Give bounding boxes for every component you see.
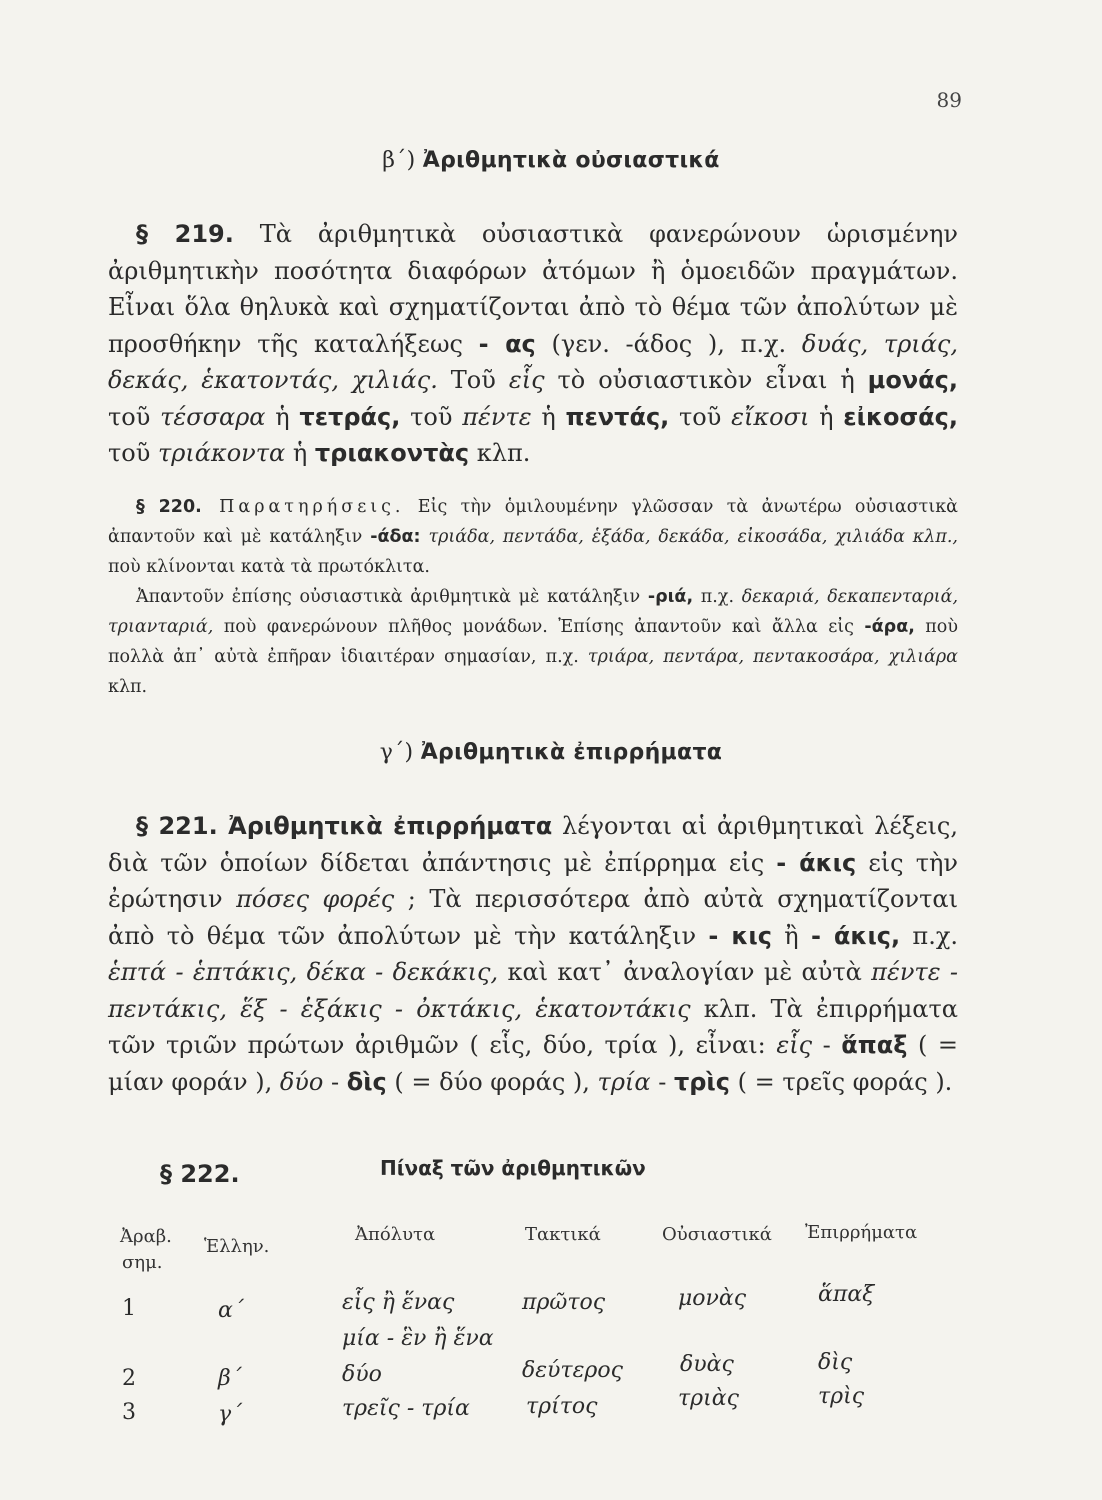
table-cell-noun: μονὰς (678, 1286, 747, 1311)
section-heading-b (0, 148, 1102, 173)
table-cell-cardinal: εἷς ἢ ἕνας (342, 1290, 455, 1315)
header-arab-abbrev: σημ. (122, 1252, 163, 1273)
table-cell-ordinal: πρῶτος (522, 1290, 606, 1315)
table-cell-adverb: ἅπαξ (818, 1282, 875, 1307)
table-cell-adverb: δὶς (818, 1350, 853, 1375)
header-adverb: Ἐπιρρήματα (805, 1222, 918, 1243)
heading-title: Ἀριθμητικὰ οὐσιαστικά (422, 148, 720, 173)
section-number: § 219. (136, 220, 234, 248)
remarks-label: Παρατηρήσεις. (201, 497, 405, 517)
section-number: § 221. (136, 812, 218, 840)
header-cardinal: Ἀπόλυτα (355, 1224, 436, 1245)
header-noun: Οὐσιαστικά (662, 1224, 772, 1245)
paragraph-221: § 221. Ἀριθμητικὰ ἐπιρρήματα λέγονται αἱ ἀριθμητικαὶ λέξεις, διὰ τῶν ὁποίων δίδεται ἀπάντησις μὲ ἐπίρρημα εἰς - άκις εἰς τὴν ἐρώτησιν πόσες φορές ; Τὰ περισσότερα ἀπὸ αὐτὰ σχηματίζονται ἀπὸ τὸ θέμα τῶν ἀπολύτων μὲ τὴν κατάληξιν - κις ἢ - άκις, π.χ. ἑπτά - ἑπτάκις, δέκα - δεκάκις, καὶ κατ᾿ ἀναλογίαν μὲ αὐτὰ πέντε - πεντάκις, ἕξ - ἑξάκις - ὀκτάκις, ἑκατοντάκις κλπ. Τὰ ἐπιρρήματα τῶν τριῶν πρώτων ἀριθμῶν ( εἷς, δύο, τρία ), εἶναι: εἷς - ἅπαξ ( = μίαν φοράν ), δύο - δὶς ( = δύο φοράς ), τρία - τρὶς ( = τρεῖς φοράς ). (108, 812, 959, 1096)
table-section-number: § 222. (160, 1160, 240, 1188)
section-heading-g (0, 740, 1102, 765)
table-cell-greek: γ΄ (218, 1402, 243, 1427)
table-cell-arab: 1 (122, 1296, 136, 1321)
header-ordinal: Τακτικά (525, 1224, 601, 1245)
table-cell-noun: τριὰς (678, 1386, 739, 1411)
table-cell-arab: 2 (122, 1366, 136, 1391)
heading-letter: β΄) (382, 148, 416, 173)
paragraph-220: § 220. Παρατηρήσεις. Εἰς τὴν ὁμιλουμένην γλῶσσαν τὰ ἀνωτέρω οὐσιαστικὰ ἀπαντοῦν καὶ μὲ κατάληξιν -άδα: τριάδα, πεντάδα, ἑξάδα, δεκάδα, εἰκοσάδα, χιλιάδα κλπ., ποὺ κλίνονται κατὰ τὰ πρωτόκλιτα. (108, 497, 958, 577)
table-cell-cardinal: τρεῖς - τρία (342, 1396, 470, 1421)
page-number: 89 (936, 88, 962, 112)
header-arab: Ἀραβ. (120, 1226, 172, 1247)
table-title: Πίναξ τῶν ἀριθμητικῶν (380, 1156, 646, 1180)
heading-title: Ἀριθμητικὰ ἐπιρρήματα (420, 740, 723, 765)
table-cell-greek: β΄ (218, 1366, 242, 1391)
paragraph-219: § 219. Τὰ ἀριθμητικὰ οὐσιαστικὰ φανερώνουν ὡρισμένην ἀριθμητικὴν ποσότητα διαφόρων ἀτόμων ἢ ὁμοειδῶν πραγμάτων. Εἶναι ὅλα θηλυκὰ καὶ σχηματίζονται ἀπὸ τὸ θέμα τῶν ἀπολύτων μὲ προσθήκην τῆς καταλήξεως - ας (γεν. -άδος ), π.χ. δυάς, τριάς, δεκάς, ἑκατοντάς, χιλιάς. Τοῦ εἷς τὸ οὐσιαστικὸν εἶναι ἡ μονάς, τοῦ τέσσαρα ἡ τετράς, τοῦ πέντε ἡ πεντάς, τοῦ εἴκοσι ἡ εἰκοσάς, τοῦ τριάκοντα ἡ τριακοντὰς κλπ. (108, 220, 959, 467)
table-cell-cardinal: δύο (342, 1362, 382, 1387)
table-cell-greek: α΄ (218, 1298, 244, 1323)
section-number: § 220. (136, 497, 202, 517)
table-cell-cardinal-fem-neut: μία - ἓν ἢ ἕνα (342, 1326, 494, 1351)
table-cell-ordinal: τρίτος (526, 1394, 598, 1419)
paragraph-220-continued: Ἀπαντοῦν ἐπίσης οὐσιαστικὰ ἀριθμητικὰ μὲ κατάληξιν -ριά, π.χ. δεκαριά, δεκαπενταριά, τριανταριά, ποὺ φανερώνουν πλῆθος μονάδων. Ἐπίσης ἀπαντοῦν καὶ ἄλλα εἰς -άρα, ποὺ πολλὰ ἀπ᾿ αὐτὰ ἐπῆραν ἰδιαιτέραν σημασίαν, π.χ. τριάρα, πεντάρα, πεντακοσάρα, χιλιάρα κλπ. (108, 587, 959, 697)
table-cell-ordinal: δεύτερος (522, 1358, 623, 1383)
header-greek: Ἑλλην. (204, 1236, 270, 1257)
table-cell-adverb: τρὶς (818, 1384, 865, 1409)
table-cell-arab: 3 (122, 1400, 136, 1425)
heading-letter: γ΄) (379, 740, 414, 765)
table-cell-noun: δυὰς (680, 1352, 734, 1377)
